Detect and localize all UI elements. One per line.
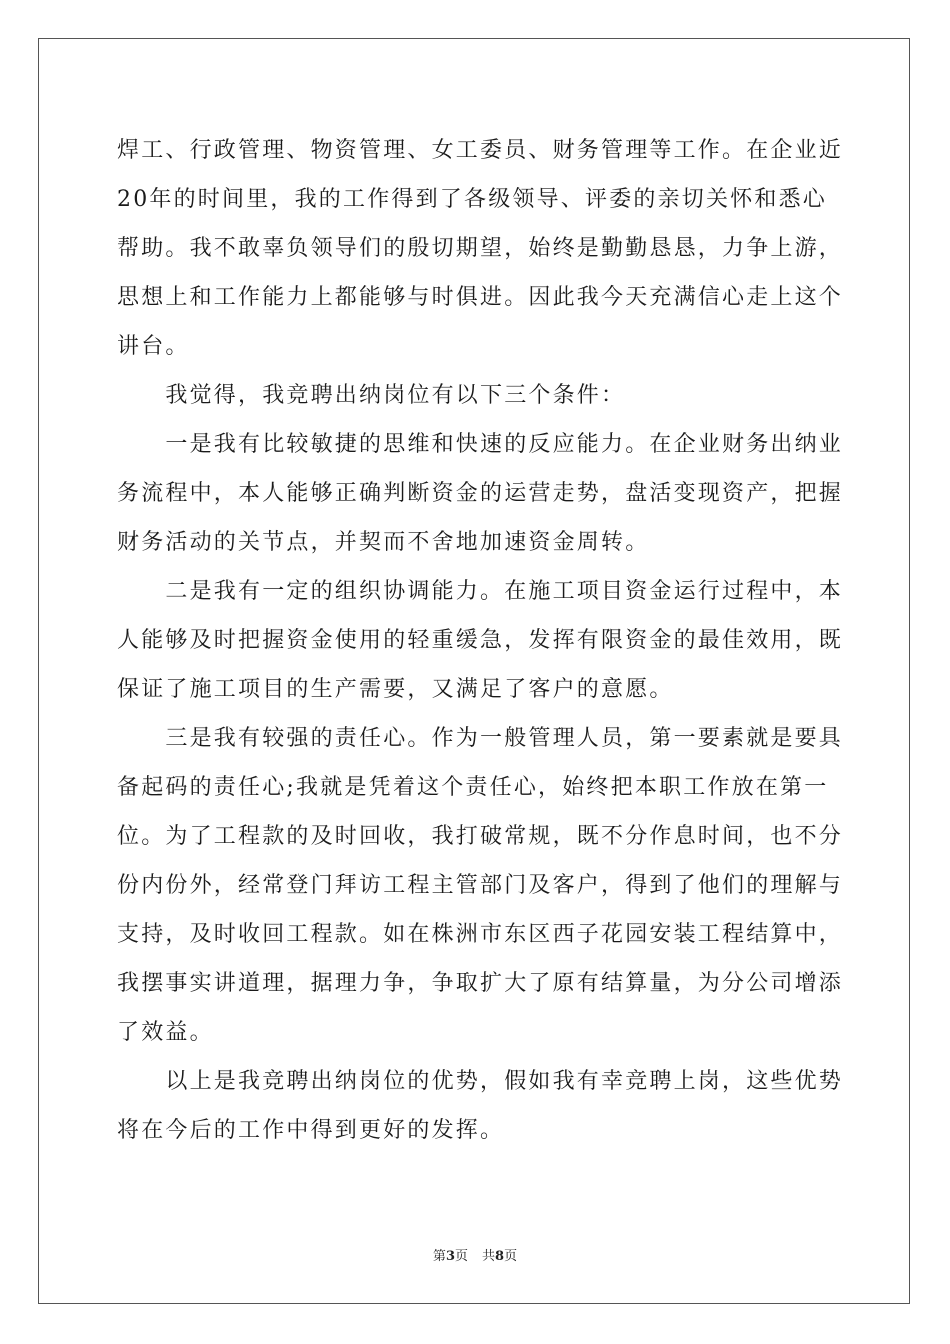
text-line: 焊工、行政管理、物资管理、女工委员、财务管理等工作。在企业近 — [117, 138, 844, 163]
text-line: 备起码的责任心;我就是凭着这个责任心，始终把本职工作放在第一 — [117, 775, 829, 800]
text-line: 三是我有较强的责任心。作为一般管理人员，第一要素就是要具 — [117, 726, 844, 751]
total-prefix: 共 — [482, 1249, 496, 1264]
text-line: 讲台。 — [117, 334, 190, 359]
page-prefix: 第 — [432, 1249, 446, 1264]
text-line: 保证了施工项目的生产需要，又满足了客户的意愿。 — [117, 677, 674, 702]
text-line: 位。为了工程款的及时回收，我打破常规，既不分作息时间，也不分 — [117, 824, 844, 849]
text-line: 人能够及时把握资金使用的轻重缓急，发挥有限资金的最佳效用，既 — [117, 628, 844, 653]
document-body — [117, 126, 844, 1155]
text-line: 帮助。我不敢辜负领导们的殷切期望，始终是勤勤恳恳，力争上游， — [117, 236, 844, 261]
text-line: 支持，及时收回工程款。如在株洲市东区西子花园安装工程结算中， — [117, 922, 844, 947]
text-line: 将在今后的工作中得到更好的发挥。 — [117, 1118, 505, 1143]
page-suffix: 页 — [454, 1249, 468, 1264]
text-line: 了效益。 — [117, 1020, 214, 1045]
text-line: 以上是我竞聘出纳岗位的优势，假如我有幸竞聘上岗，这些优势 — [117, 1069, 844, 1094]
text-line: 财务活动的关节点，并契而不舍地加速资金周转。 — [117, 530, 650, 555]
page-number: 3 — [445, 1249, 455, 1264]
total-suffix: 页 — [504, 1249, 518, 1264]
total-pages: 8 — [495, 1249, 505, 1264]
text-line: 我摆事实讲道理，据理力争，争取扩大了原有结算量，为分公司增添 — [117, 971, 844, 996]
text-line: 务流程中，本人能够正确判断资金的运营走势，盘活变现资产，把握 — [117, 481, 844, 506]
text-line: 我觉得，我竞聘出纳岗位有以下三个条件： — [117, 383, 626, 408]
text-line: 思想上和工作能力上都能够与时俱进。因此我今天充满信心走上这个 — [117, 285, 844, 310]
text-line: 二是我有一定的组织协调能力。在施工项目资金运行过程中，本 — [117, 579, 844, 604]
page-footer — [0, 1247, 950, 1267]
text-line: 20年的时间里，我的工作得到了各级领导、评委的亲切关怀和悉心 — [117, 187, 827, 212]
text-line: 一是我有比较敏捷的思维和快速的反应能力。在企业财务出纳业 — [117, 432, 844, 457]
text-line: 份内份外，经常登门拜访工程主管部门及客户，得到了他们的理解与 — [117, 873, 844, 898]
